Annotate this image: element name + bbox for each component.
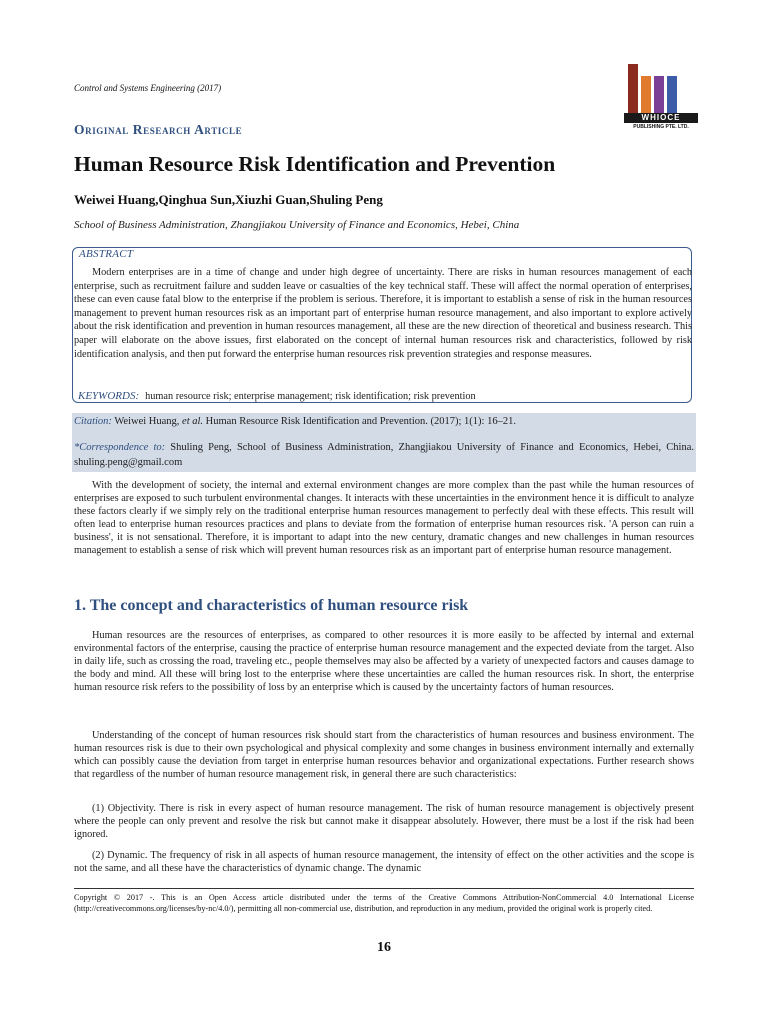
correspondence-label: *Correspondence to: <box>74 442 166 453</box>
intro-paragraph: With the development of society, the internal and external environment changes are more complex than the past while the human resources of enterprises are exposed to such turbulent environmental changes. It interacts with these uncertainties in the environment hence it is difficult to analyze these factors clearly if we simply rely on the traditional enterprise human resources management to perfectly deal with these effects. This result will often lead to enterprise human resources practices and plans to deviate from the formation of enterprise human resources risk. 'A person can ruin a business', it is not sensational. Therefore, it is important to adapt into the new century, dramatic changes and new challenges in human resources management to establish a sense of risk which will prevent human resources risk as an important part of enterprise human resource management. <box>74 480 694 556</box>
publisher-logo <box>624 60 698 130</box>
article-type: Original Research Article <box>74 122 243 137</box>
body-paragraph: (1) Objectivity. There is risk in every aspect of human resource management. The risk of human resource management is objectively present where the people can only prevent and resolve the risk but cannot make it disappear absolutely. However, there must be a lost if the risk had been ignored. <box>74 803 694 840</box>
logo-bar-1 <box>628 64 638 114</box>
citation-author: Weiwei Huang, <box>114 416 180 427</box>
paper-title: Human Resource Risk Identification and Prevention <box>74 152 556 176</box>
correspondence <box>74 440 694 470</box>
logo-bar-4 <box>667 76 677 114</box>
footer-divider <box>74 888 694 889</box>
keywords <box>78 390 476 402</box>
logo-subtitle: PUBLISHING PTE. LTD. <box>633 124 689 130</box>
logo-bar-3 <box>654 76 664 114</box>
body-paragraph: Human resources are the resources of enterprises, as compared to other resources it is more easily to be affected by internal and external environmental factors of the enterprise, causing the practice of enterprise human resource management and the expected deviate from the target. Also in daily life, such as crossing the road, traveling etc., people themselves may also be affected by a variety of unexpected factors and causes damage to the body and mind. All these will bring lost to the enterprise where these uncertainties are called the human resources risk. In short, the enterprise human resource risk refers to the possibility of loss by an enterprise which is caused by the uncertainty factors of human resources. <box>74 630 694 693</box>
citation-et-al: et al. <box>182 416 204 427</box>
affiliation: School of Business Administration, Zhangjiakou University of Finance and Economics, Hebei, China <box>74 219 520 231</box>
body-paragraph: (2) Dynamic. The frequency of risk in all aspects of human resource management, the intensity of effect on the other activities and the scope is not the same, and all these have the characteristics of dynamic change. The dynamic <box>74 850 694 874</box>
keywords-label: KEYWORDS: <box>78 390 140 402</box>
journal-name: Control and Systems Engineering (2017) <box>74 83 222 93</box>
keywords-list: human resource risk; enterprise management; risk identification; risk prevention <box>145 391 476 402</box>
logo-wordmark: WHIOCE <box>624 113 698 123</box>
abstract-text: Modern enterprises are in a time of change and under high degree of uncertainty. There are risks in human resources management of each enterprise, such as recruitment failure and sudden leave or casualties of the key technical staff. These will affect the normal operation of enterprises, these can even cause fatal blow to the enterprise if the problem is serious. Therefore, it is important to establish a sense of risk in the human resources management to prevent human resources risk as an important part of enterprise human resource management, and also important to explore actively about the risk identification and prevention in human resources management, all these are the new direction of theoretical and business research. This paper will elaborate on the above issues, first elaborated on the concept of internal human resources risk and characteristics, followed by risk identification analysis, and then put forward the enterprise human resources risk prevention strategies and response measures. <box>74 267 692 360</box>
correspondence-text: Shuling Peng, School of Business Administration, Zhangjiakou University of Finance and Economics, Hebei, China. shuling.peng@gmail.com <box>74 442 695 468</box>
page-number: 16 <box>377 940 391 955</box>
citation-reference: Human Resource Risk Identification and Prevention. (2017); 1(1): 16–21. <box>205 416 516 427</box>
citation-label: Citation: <box>74 416 112 427</box>
author-list: Weiwei Huang,Qinghua Sun,Xiuzhi Guan,Shuling Peng <box>74 192 383 207</box>
abstract-heading: ABSTRACT <box>79 248 134 260</box>
body-paragraph: Understanding of the concept of human resources risk should start from the characteristics of human resources and business environment. The human resources risk is due to their own psychological and physical complexity and some changes in business environment internally and externally which can possibly cause the deviation from target in enterprise human resources behavior and organizational expectations. Further research shows that regardless of the number of human resource management risk, in general there are such characteristics: <box>74 730 694 780</box>
section-heading: 1. The concept and characteristics of human resource risk <box>74 597 469 614</box>
copyright-notice: Copyright © 2017 -. This is an Open Access article distributed under the terms of the Creative Commons Attribution-NonCommercial 4.0 International License (http://creativecommons.org/licenses/by-nc/4.0/), permitting all non-commercial use, distribution, and reproduction in any medium, provided the original work is properly cited. <box>74 893 694 913</box>
citation <box>74 415 694 429</box>
logo-bar-2 <box>641 76 651 114</box>
